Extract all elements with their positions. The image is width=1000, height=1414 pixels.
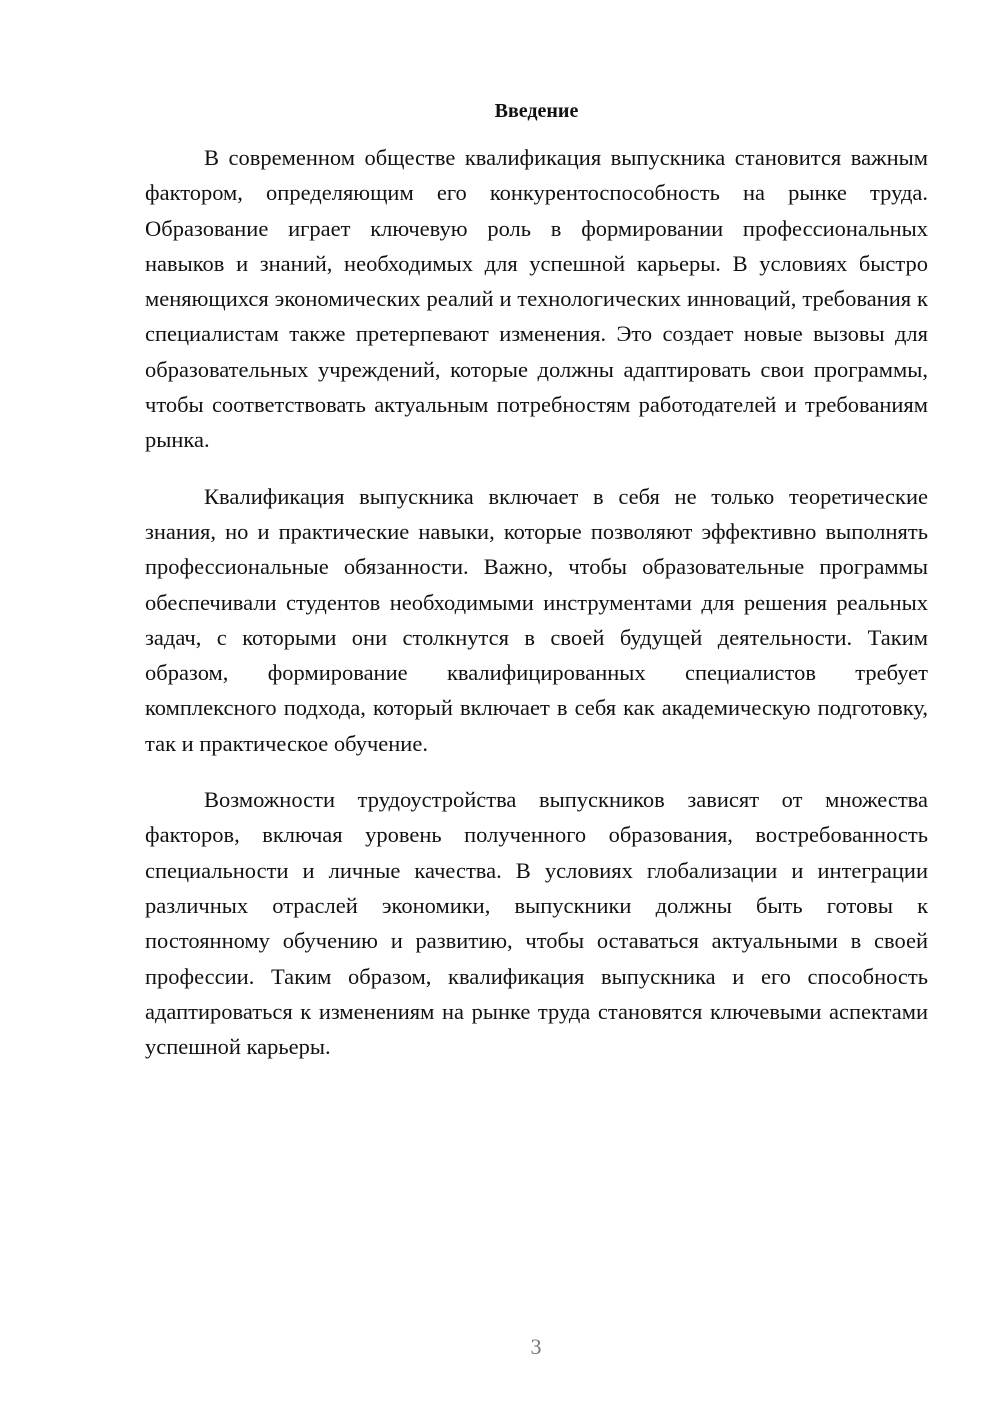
section-heading: Введение: [494, 100, 579, 122]
paragraph-2: Квалификация выпускника включает в себя не только теоретические знания, но и практические навыки, которые позволяют эффективно выполнять профессиональные обязанности. Важно, чтобы образовательные программы обеспечивали студентов необходимыми инструментами для решения реальных задач, с которыми они столкнутся в своей будущей деятельности. Таким образом, формирование квалифицированных специалистов требует комплексного подхода, который включает в себя как академическую подготовку, так и практическое обучение.: [145, 483, 928, 756]
page-content: [145, 96, 928, 1085]
paragraph-3: Возможности трудоустройства выпускников зависят от множества факторов, включая уровень полученного образования, востребованность специальности и личные качества. В условиях глобализации и интеграции различных отраслей экономики, выпускники должны быть готовы к постоянному обучению и развитию, чтобы оставаться актуальными в своей профессии. Таким образом, квалификация выпускника и его способность адаптироваться к изменениям на рынке труда становятся ключевыми аспектами успешной карьеры.: [145, 787, 928, 1060]
paragraph-1: В современном обществе квалификация выпускника становится важным фактором, определяющим его конкурентоспособность на рынке труда. Образование играет ключевую роль в формировании профессиональных навыков и знаний, необходимых для успешной карьеры. В условиях быстро меняющихся экономических реалий и технологических инноваций, требования к специалистам также претерпевают изменения. Это создает новые вызовы для образовательных учреждений, которые должны адаптировать свои программы, чтобы соответствовать актуальным потребностям работодателей и требованиям рынка.: [145, 145, 928, 453]
page-number: 3: [530, 1334, 542, 1359]
